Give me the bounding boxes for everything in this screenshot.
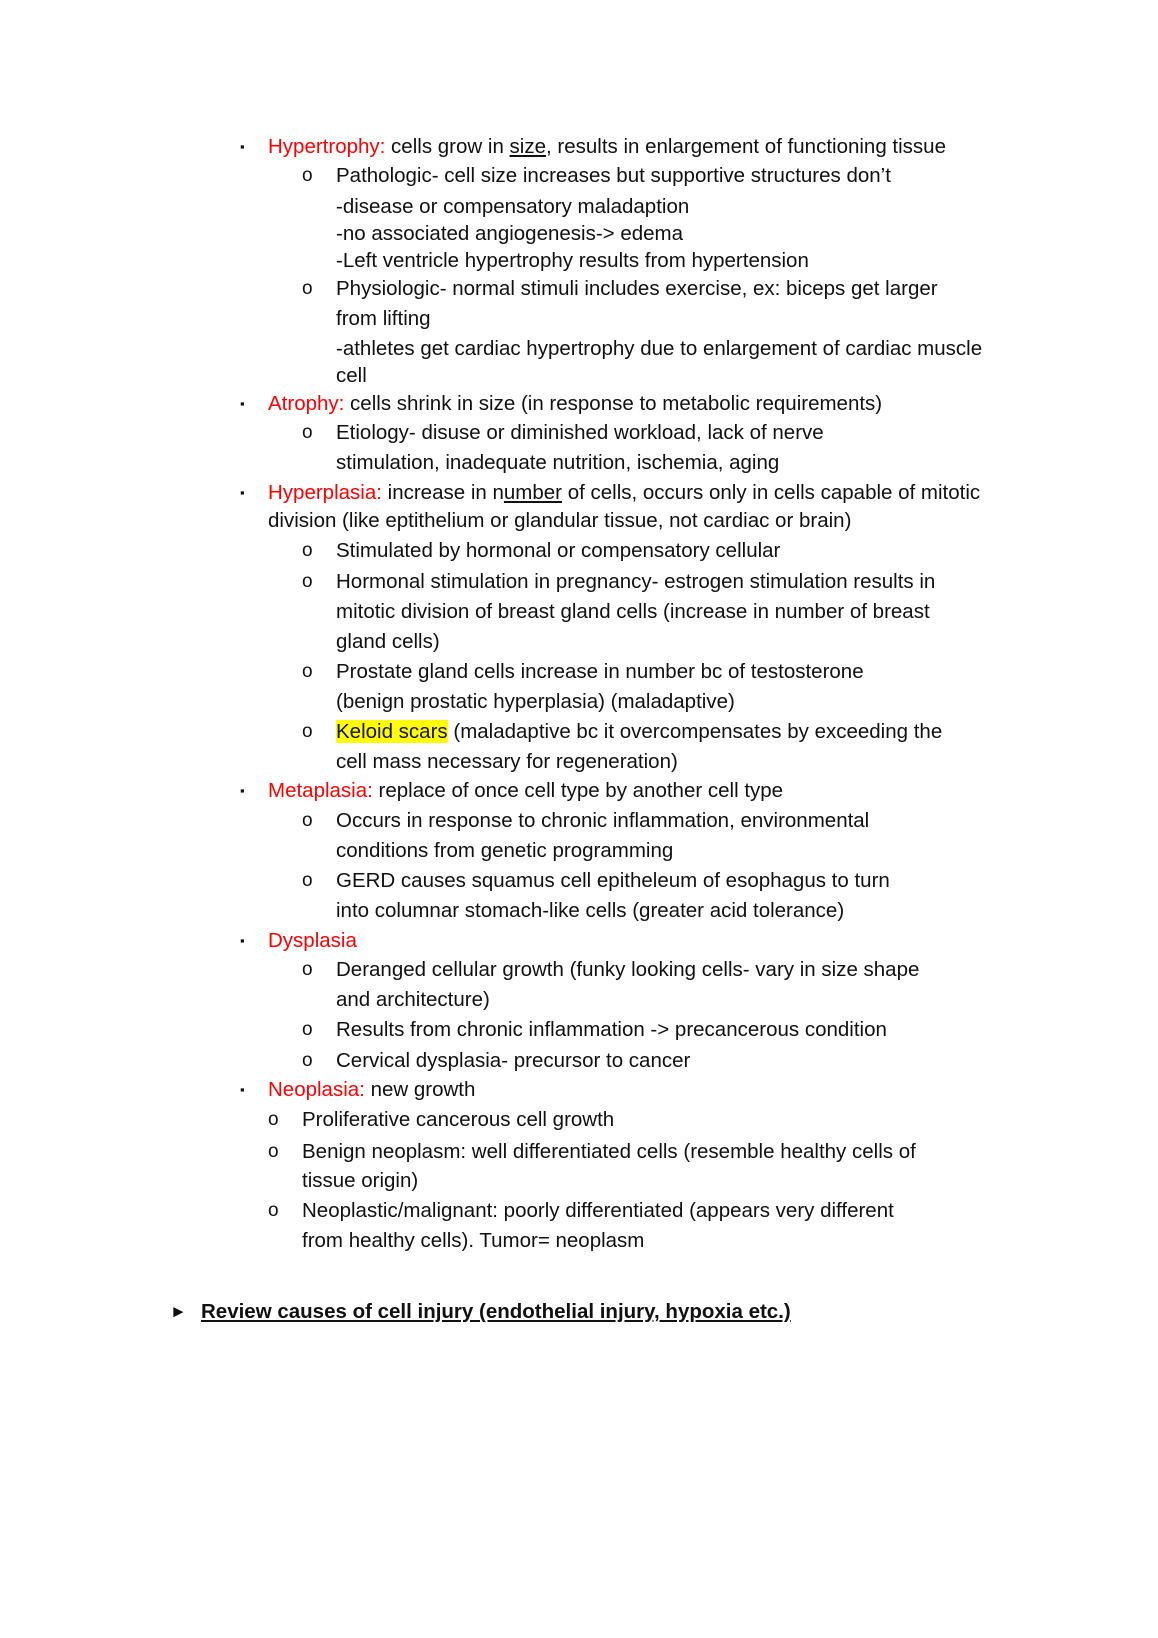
text-line: Proliferative cancerous cell growth bbox=[302, 1108, 615, 1131]
text-line: Physiologic- normal stimuli includes exercise, ex: biceps get larger bbox=[336, 277, 938, 300]
text-line: gland cells) bbox=[336, 630, 440, 653]
term-hypertrophy: Hypertrophy: bbox=[268, 135, 386, 158]
bullet-square: ▪ bbox=[240, 783, 245, 798]
text: cells shrink in size (in response to metabolic requirements) bbox=[344, 392, 883, 415]
text-line: division (like eptithelium or glandular tissue, not cardiac or brain) bbox=[268, 509, 852, 532]
text-line: GERD causes squamus cell epitheleum of esophagus to turn bbox=[336, 869, 890, 892]
bullet-circle: o bbox=[302, 165, 313, 186]
atrophy-line bbox=[268, 391, 882, 417]
text-line: -Left ventricle hypertrophy results from hypertension bbox=[336, 249, 809, 272]
bullet-circle: o bbox=[302, 540, 313, 561]
text-line: cell mass necessary for regeneration) bbox=[336, 750, 678, 773]
metaplasia-line bbox=[268, 778, 783, 804]
text-line: Occurs in response to chronic inflammation, environmental bbox=[336, 809, 870, 832]
text-line: Stimulated by hormonal or compensatory cellular bbox=[336, 539, 781, 562]
text-line: Cervical dysplasia- precursor to cancer bbox=[336, 1049, 691, 1072]
text-line: -no associated angiogenesis-> edema bbox=[336, 222, 684, 245]
bullet-circle: o bbox=[268, 1200, 279, 1221]
text-line: -athletes get cardiac hypertrophy due to enlargement of cardiac muscle bbox=[336, 337, 983, 360]
term-dysplasia: Dysplasia bbox=[268, 929, 357, 952]
review-heading: Review causes of cell injury (endothelial injury, hypoxia etc.) bbox=[201, 1300, 791, 1323]
text-line: Prostate gland cells increase in number bc of testosterone bbox=[336, 660, 864, 683]
neoplasia-line bbox=[268, 1077, 475, 1103]
text-line: stimulation, inadequate nutrition, ischemia, aging bbox=[336, 451, 780, 474]
text-line: -disease or compensatory maladaption bbox=[336, 195, 690, 218]
bullet-circle: o bbox=[302, 870, 313, 891]
text: increase in n bbox=[381, 481, 504, 504]
term-hyperplasia: Hyperplasia: bbox=[268, 481, 382, 504]
arrow-bullet-icon: ► bbox=[170, 1302, 187, 1321]
highlight-keloid-scars: Keloid scars bbox=[336, 720, 448, 743]
text: new growth bbox=[364, 1078, 476, 1101]
bullet-square: ▪ bbox=[240, 139, 245, 154]
text-line: Etiology- disuse or diminished workload, lack of nerve bbox=[336, 421, 824, 444]
text-line: into columnar stomach-like cells (greater acid tolerance) bbox=[336, 899, 845, 922]
text: (maladaptive bc it overcompensates by exceeding the bbox=[447, 720, 943, 743]
term-neoplasia: Neoplasia: bbox=[268, 1078, 365, 1101]
text-line: cell bbox=[336, 364, 367, 387]
bullet-square: ▪ bbox=[240, 485, 245, 500]
bullet-circle: o bbox=[302, 810, 313, 831]
term-metaplasia: Metaplasia: bbox=[268, 779, 373, 802]
text: replace of once cell type by another cell type bbox=[372, 779, 784, 802]
text-line: Neoplastic/malignant: poorly differentiated (appears very different bbox=[302, 1199, 894, 1222]
bullet-circle: o bbox=[268, 1141, 279, 1162]
text: cells grow in bbox=[385, 135, 510, 158]
text-line: Pathologic- cell size increases but supportive structures don’t bbox=[336, 164, 891, 187]
text-line: Benign neoplasm: well differentiated cells (resemble healthy cells of bbox=[302, 1140, 916, 1163]
text-line: mitotic division of breast gland cells (increase in number of breast bbox=[336, 600, 930, 623]
text: of cells, occurs only in cells capable of mitotic bbox=[562, 481, 981, 504]
underlined-size: size bbox=[509, 135, 547, 158]
text-line: and architecture) bbox=[336, 988, 490, 1011]
bullet-circle: o bbox=[302, 422, 313, 443]
bullet-circle: o bbox=[302, 721, 313, 742]
bullet-square: ▪ bbox=[240, 396, 245, 411]
underlined-number: umber bbox=[503, 481, 562, 504]
text-line: Results from chronic inflammation -> precancerous condition bbox=[336, 1018, 887, 1041]
bullet-square: ▪ bbox=[240, 933, 245, 948]
bullet-circle: o bbox=[268, 1109, 279, 1130]
bullet-circle: o bbox=[302, 1019, 313, 1040]
bullet-square: ▪ bbox=[240, 1082, 245, 1097]
bullet-circle: o bbox=[302, 278, 313, 299]
text-line: Deranged cellular growth (funky looking cells- vary in size shape bbox=[336, 958, 920, 981]
text: , results in enlargement of functioning tissue bbox=[546, 135, 946, 158]
text-line: from lifting bbox=[336, 307, 431, 330]
keloid-line bbox=[336, 719, 942, 745]
hyperplasia-line bbox=[268, 480, 980, 506]
text-line: tissue origin) bbox=[302, 1169, 419, 1192]
text-line: conditions from genetic programming bbox=[336, 839, 674, 862]
hypertrophy-line bbox=[268, 134, 946, 160]
bullet-circle: o bbox=[302, 1050, 313, 1071]
term-atrophy: Atrophy: bbox=[268, 392, 345, 415]
text-line: (benign prostatic hyperplasia) (maladaptive) bbox=[336, 690, 735, 713]
text-line: from healthy cells). Tumor= neoplasm bbox=[302, 1229, 645, 1252]
bullet-circle: o bbox=[302, 661, 313, 682]
text-line: Hormonal stimulation in pregnancy- estrogen stimulation results in bbox=[336, 570, 936, 593]
bullet-circle: o bbox=[302, 571, 313, 592]
bullet-circle: o bbox=[302, 959, 313, 980]
